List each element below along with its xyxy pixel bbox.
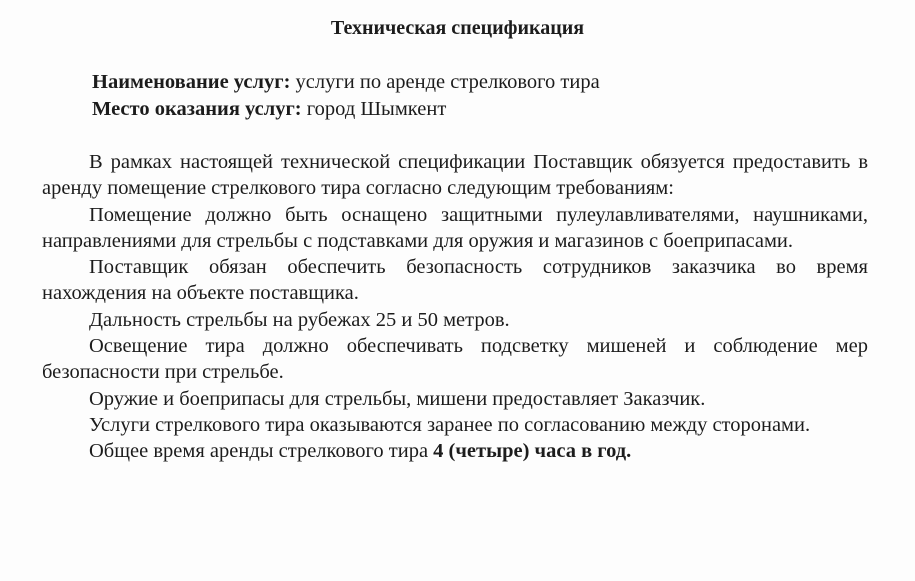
document-title: Техническая спецификация xyxy=(330,17,585,39)
service-location-label: Место оказания услуг: xyxy=(92,98,302,120)
service-name-value: услуги по аренде стрелкового тира xyxy=(295,71,600,93)
service-name-label: Наименование услуг: xyxy=(92,71,291,93)
service-name-line xyxy=(92,69,600,95)
service-location-value: город Шымкент xyxy=(306,98,447,120)
requirement-lighting: Освещение тира должно обеспечивать подсветку мишеней и соблюдение мер безопасности при стрельбе. xyxy=(42,335,868,384)
rental-time-paragraph xyxy=(42,438,868,464)
rental-time-value: 4 (четыре) часа в год. xyxy=(433,440,632,463)
requirement-weapons: Оружие и боеприпасы для стрельбы, мишени предоставляет Заказчик. xyxy=(89,387,706,410)
requirement-range: Дальность стрельбы на рубежах 25 и 50 метров. xyxy=(89,308,510,331)
requirement-safety: Поставщик обязан обеспечить безопасность сотрудников заказчика во время нахождения на объекте поставщика. xyxy=(42,256,868,305)
service-location-line xyxy=(92,96,446,122)
rental-time-text: Общее время аренды стрелкового тира xyxy=(89,440,434,463)
intro-paragraph: В рамках настоящей технической спецификации Поставщик обязуется предоставить в аренду помещение стрелкового тира согласно следующим требованиям: xyxy=(42,151,868,200)
requirement-scheduling: Услуги стрелкового тира оказываются заранее по согласованию между сторонами. xyxy=(89,413,811,436)
requirement-equipment: Помещение должно быть оснащено защитными пулеулавливателями, наушниками, направлениями для стрельбы с подставками для оружия и магазинов с боеприпасами. xyxy=(42,203,868,252)
specification-body xyxy=(42,149,868,465)
